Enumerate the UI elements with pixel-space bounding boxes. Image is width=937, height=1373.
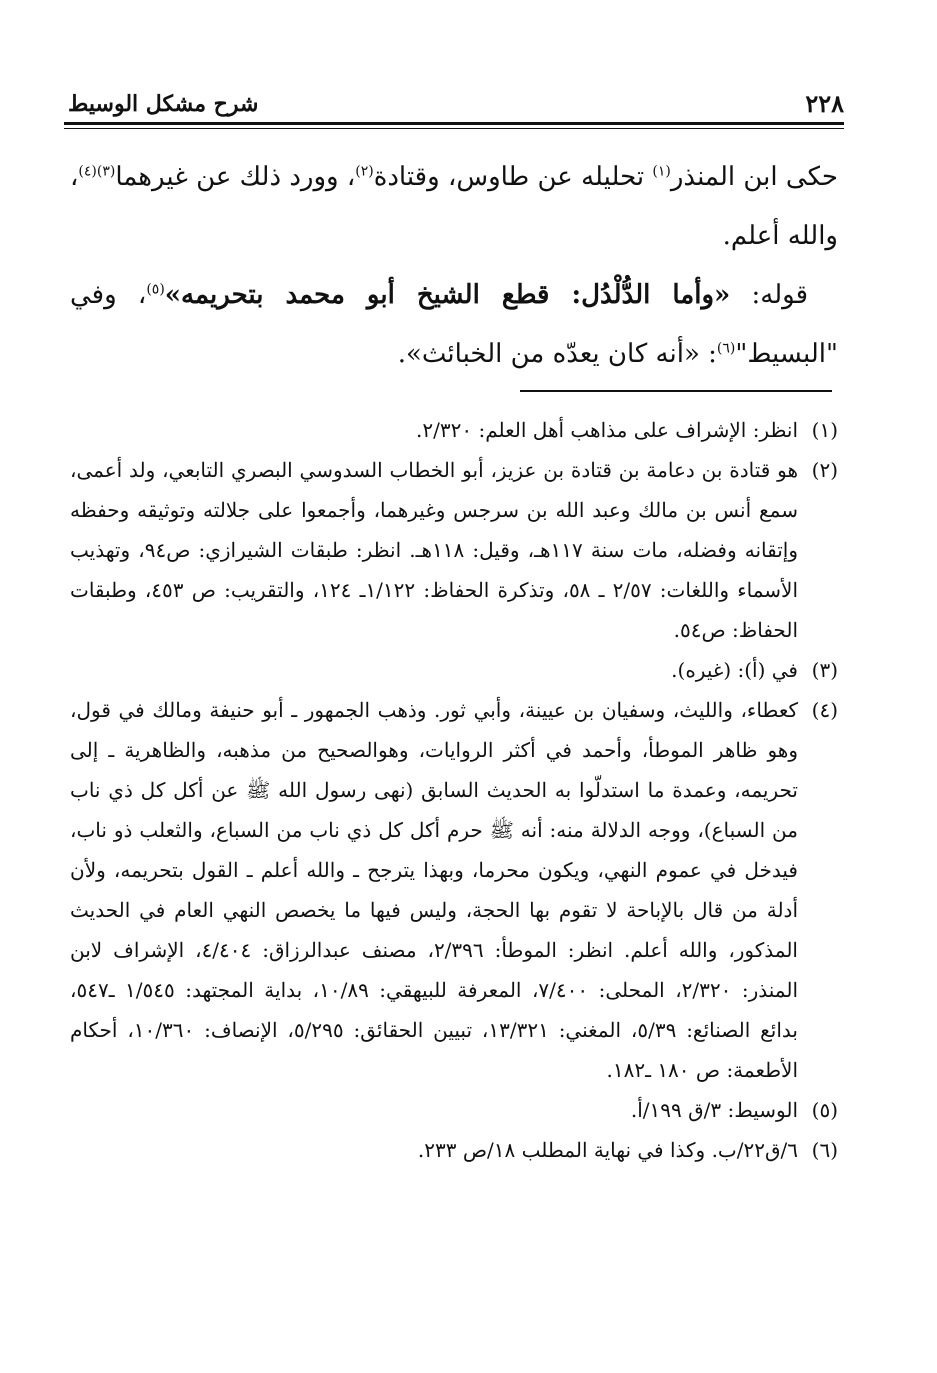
page-header [64,90,844,118]
footnote: (٢) هو قتادة بن دعامة بن قتادة بن عزيز، أبو الخطاب السدوسي البصري التابعي، ولد أعمى، سمع أنس بن مالك وعبد الله بن سرجس وغيرهما، وأجمعوا على جلالته وتوثيقه وحفظه وإتقانه وفضله، مات سنة ١١٧هـ، وقيل: ١١٨هـ. انظر: طبقات الشيرازي: ص٩٤، وتهذيب الأسماء واللغات: ٢/٥٧ ـ ٥٨، وتذكرة الحفاظ: ١/١٢٢ـ ١٢٤، والتقريب: ص ٤٥٣، وطبقات الحفاظ: ص٥٤. [70,450,838,650]
running-title: شرح مشكل الوسيط [68,91,259,117]
quoted-text: «وأما الدُّلْدُل: قطع الشيخ أبو محمد بتحريمه» [164,280,731,310]
footnote-ref[interactable]: (٦) [716,340,736,357]
page-number: ٢٢٨ [805,89,844,118]
main-text [70,148,838,384]
footnote: (٤) كعطاء، والليث، وسفيان بن عيينة، وأبي ثور. وذهب الجمهور ـ أبو حنيفة ومالك في قول، وهو ظاهر الموطأ، وأحمد في أكثر الروايات، وهوالصحيح من مذهبه، والظاهرية ـ إلى تحريمه، وعمدة ما استدلّوا به الحديث السابق (نهى رسول الله ﷺ عن أكل كل ذي ناب من السباع)، ووجه الدلالة منه: أنه ﷺ حرم أكل كل ذي ناب من السباع، والثعلب ذو ناب، فيدخل في عموم النهي، ويكون محرما، وبهذا يترجح ـ والله أعلم ـ القول بتحريمه، ولأن أدلة من قال بالإباحة لا تقوم بها الحجة، وليس فيها ما يخصص النهي العام في الحديث المذكور، والله أعلم. انظر: الموطأ: ٢/٣٩٦، مصنف عبدالرزاق: ٤/٤٠٤، الإشراف لابن المنذر: ٢/٣٢٠، المحلى: ٧/٤٠٠، المعرفة للبيهقي: ١٠/٨٩، بداية المجتهد: ١/٥٤٥ ـ٥٤٧، بدائع الصنائع: ٥/٣٩، المغني: ١٣/٣٢١، تبيين الحقائق: ٥/٢٩٥، الإنصاف: ١٠/٣٦٠، أحكام الأطعمة: ص ١٨٠ ـ١٨٢. [70,690,838,1090]
footnote-ref[interactable]: (٢) [355,163,374,180]
footnote-number: (٢) [811,458,838,482]
footnotes [70,410,838,1170]
footnote-ref[interactable]: (٣)(٤) [78,163,116,180]
footnote: (٦) ٦/ق٢٢/ب. وكذا في نهاية المطلب ١٨/ص ٢٣٣. [70,1130,838,1170]
header-rule [64,122,844,125]
footnote-separator [520,390,832,392]
footnote-number: (٣) [811,658,838,682]
footnote-ref[interactable]: (٥) [146,281,165,298]
footnote-number: (١) [811,418,838,442]
footnote-number: (٤) [811,698,838,722]
paragraph-1: حكى ابن المنذر$^{(١)}$ تحليله عن طاوس، وقتادة$^{(٢)}$، وورد ذلك عن غيرهما$^{(٣)(٤)}$، والله أعلم. [70,162,839,251]
footnote-ref[interactable]: (١) [652,163,671,180]
footnote-number: (٥) [811,1098,838,1122]
footnote: (٥) الوسيط: ٣/ق ١٩٩/أ. [70,1090,838,1130]
paragraph-2: قوله: «وأما الدُّلْدُل: قطع الشيخ أبو محمد بتحريمه»$^{(٥)}$، وفي "البسيط"$^{(٦)}$: «أنه كان يعدّه من الخبائث». [70,280,838,369]
footnote: (٣) في (أ): (غيره). [70,650,838,690]
header-rule-thin [64,128,844,129]
footnote: (١) انظر: الإشراف على مذاهب أهل العلم: ٢/٣٢٠. [70,410,838,450]
footnote-number: (٦) [811,1138,838,1162]
